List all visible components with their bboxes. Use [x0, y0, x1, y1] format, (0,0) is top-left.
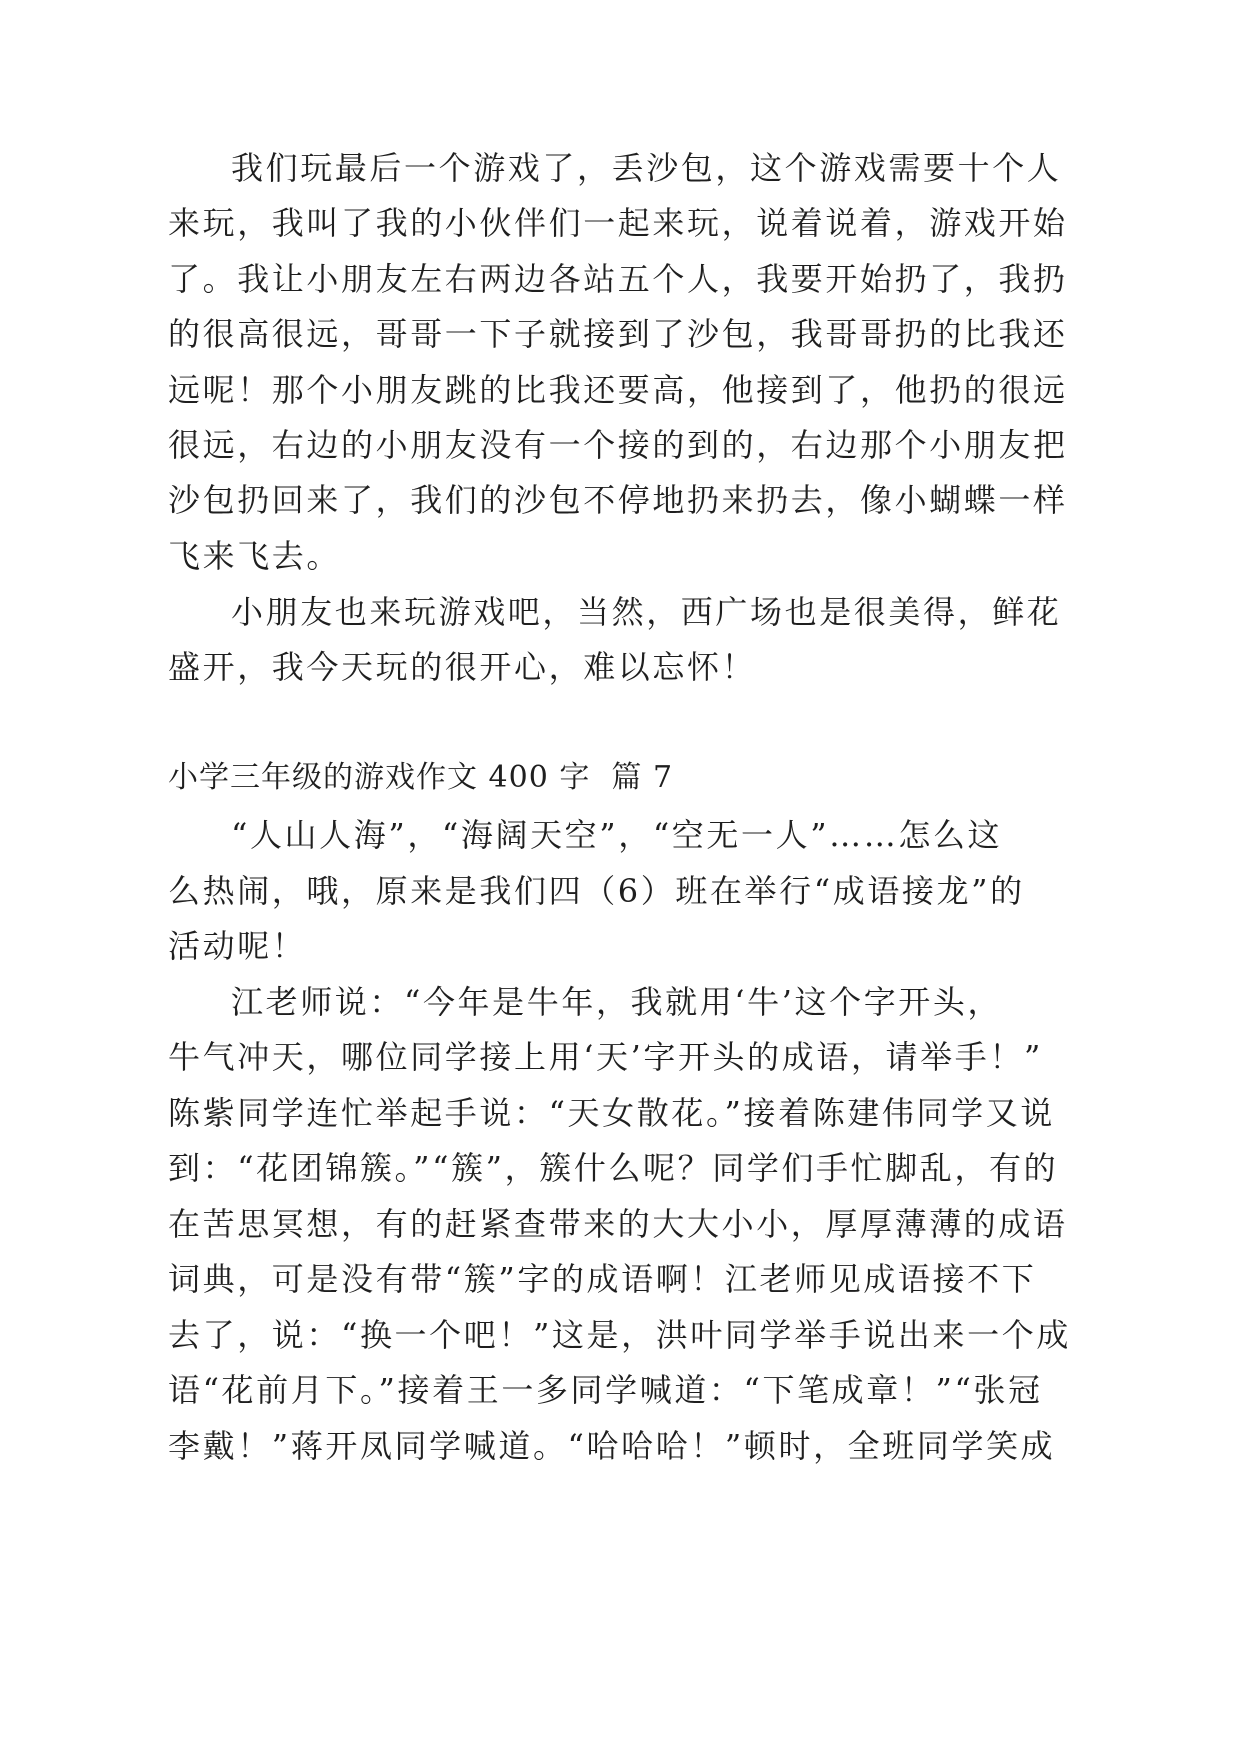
section-heading: 小学三年级的游戏作文 400 字 篇 7: [168, 760, 674, 795]
paragraph-line: 么热闹，哦，原来是我们四（6）班在举行“成语接龙”的: [168, 872, 1025, 910]
paragraph-line: 盛开，我今天玩的很开心，难以忘怀！: [168, 648, 757, 686]
paragraph-line: 了。我让小朋友左右两边各站五个人，我要开始扔了，我扔: [168, 260, 1068, 298]
paragraph-line: 江老师说：“今年是牛年，我就用‘牛’这个字开头，: [231, 983, 1003, 1021]
paragraph-line: 飞来飞去。: [168, 537, 342, 575]
paragraph-line: 活动呢！: [168, 927, 307, 965]
paragraph-line: 很远，右边的小朋友没有一个接的到的，右边那个小朋友把: [168, 426, 1068, 464]
paragraph-line: 李戴！”蒋开凤同学喊道。“哈哈哈！”顿时，全班同学笑成: [168, 1427, 1056, 1465]
paragraph-line: 去了，说：“换一个吧！”这是，洪叶同学举手说出来一个成: [168, 1316, 1071, 1354]
paragraph-line: 陈紫同学连忙举起手说：“天女散花。”接着陈建伟同学又说: [168, 1094, 1055, 1132]
paragraph-line: 在苦思冥想，有的赶紧查带来的大大小小，厚厚薄薄的成语: [168, 1205, 1068, 1243]
paragraph-line: 牛气冲天，哪位同学接上用‘天’字开头的成语，请举手！”: [168, 1038, 1043, 1076]
paragraph-line: 小朋友也来玩游戏吧，当然，西广场也是很美得，鲜花: [231, 593, 1062, 631]
paragraph-line: 词典，可是没有带“簇”字的成语啊！江老师见成语接不下: [168, 1260, 1037, 1298]
paragraph-line: 到：“花团锦簇。”“簇”，簇什么呢？同学们手忙脚乱，有的: [168, 1149, 1059, 1187]
paragraph-line: 来玩，我叫了我的小伙伴们一起来玩，说着说着，游戏开始: [168, 204, 1068, 242]
paragraph-line: 语“花前月下。”接着王一多同学喊道：“下笔成章！”“张冠: [168, 1371, 1043, 1409]
paragraph-line: 远呢！那个小朋友跳的比我还要高，他接到了，他扔的很远: [168, 371, 1068, 409]
paragraph-line: “人山人海”，“海阔天空”，“空无一人”……怎么这: [231, 816, 1003, 854]
paragraph-line: 我们玩最后一个游戏了，丢沙包，这个游戏需要十个人: [231, 149, 1062, 187]
paragraph-line: 沙包扔回来了，我们的沙包不停地扔来扔去，像小蝴蝶一样: [168, 481, 1068, 519]
paragraph-line: 的很高很远，哥哥一下子就接到了沙包，我哥哥扔的比我还: [168, 315, 1068, 353]
